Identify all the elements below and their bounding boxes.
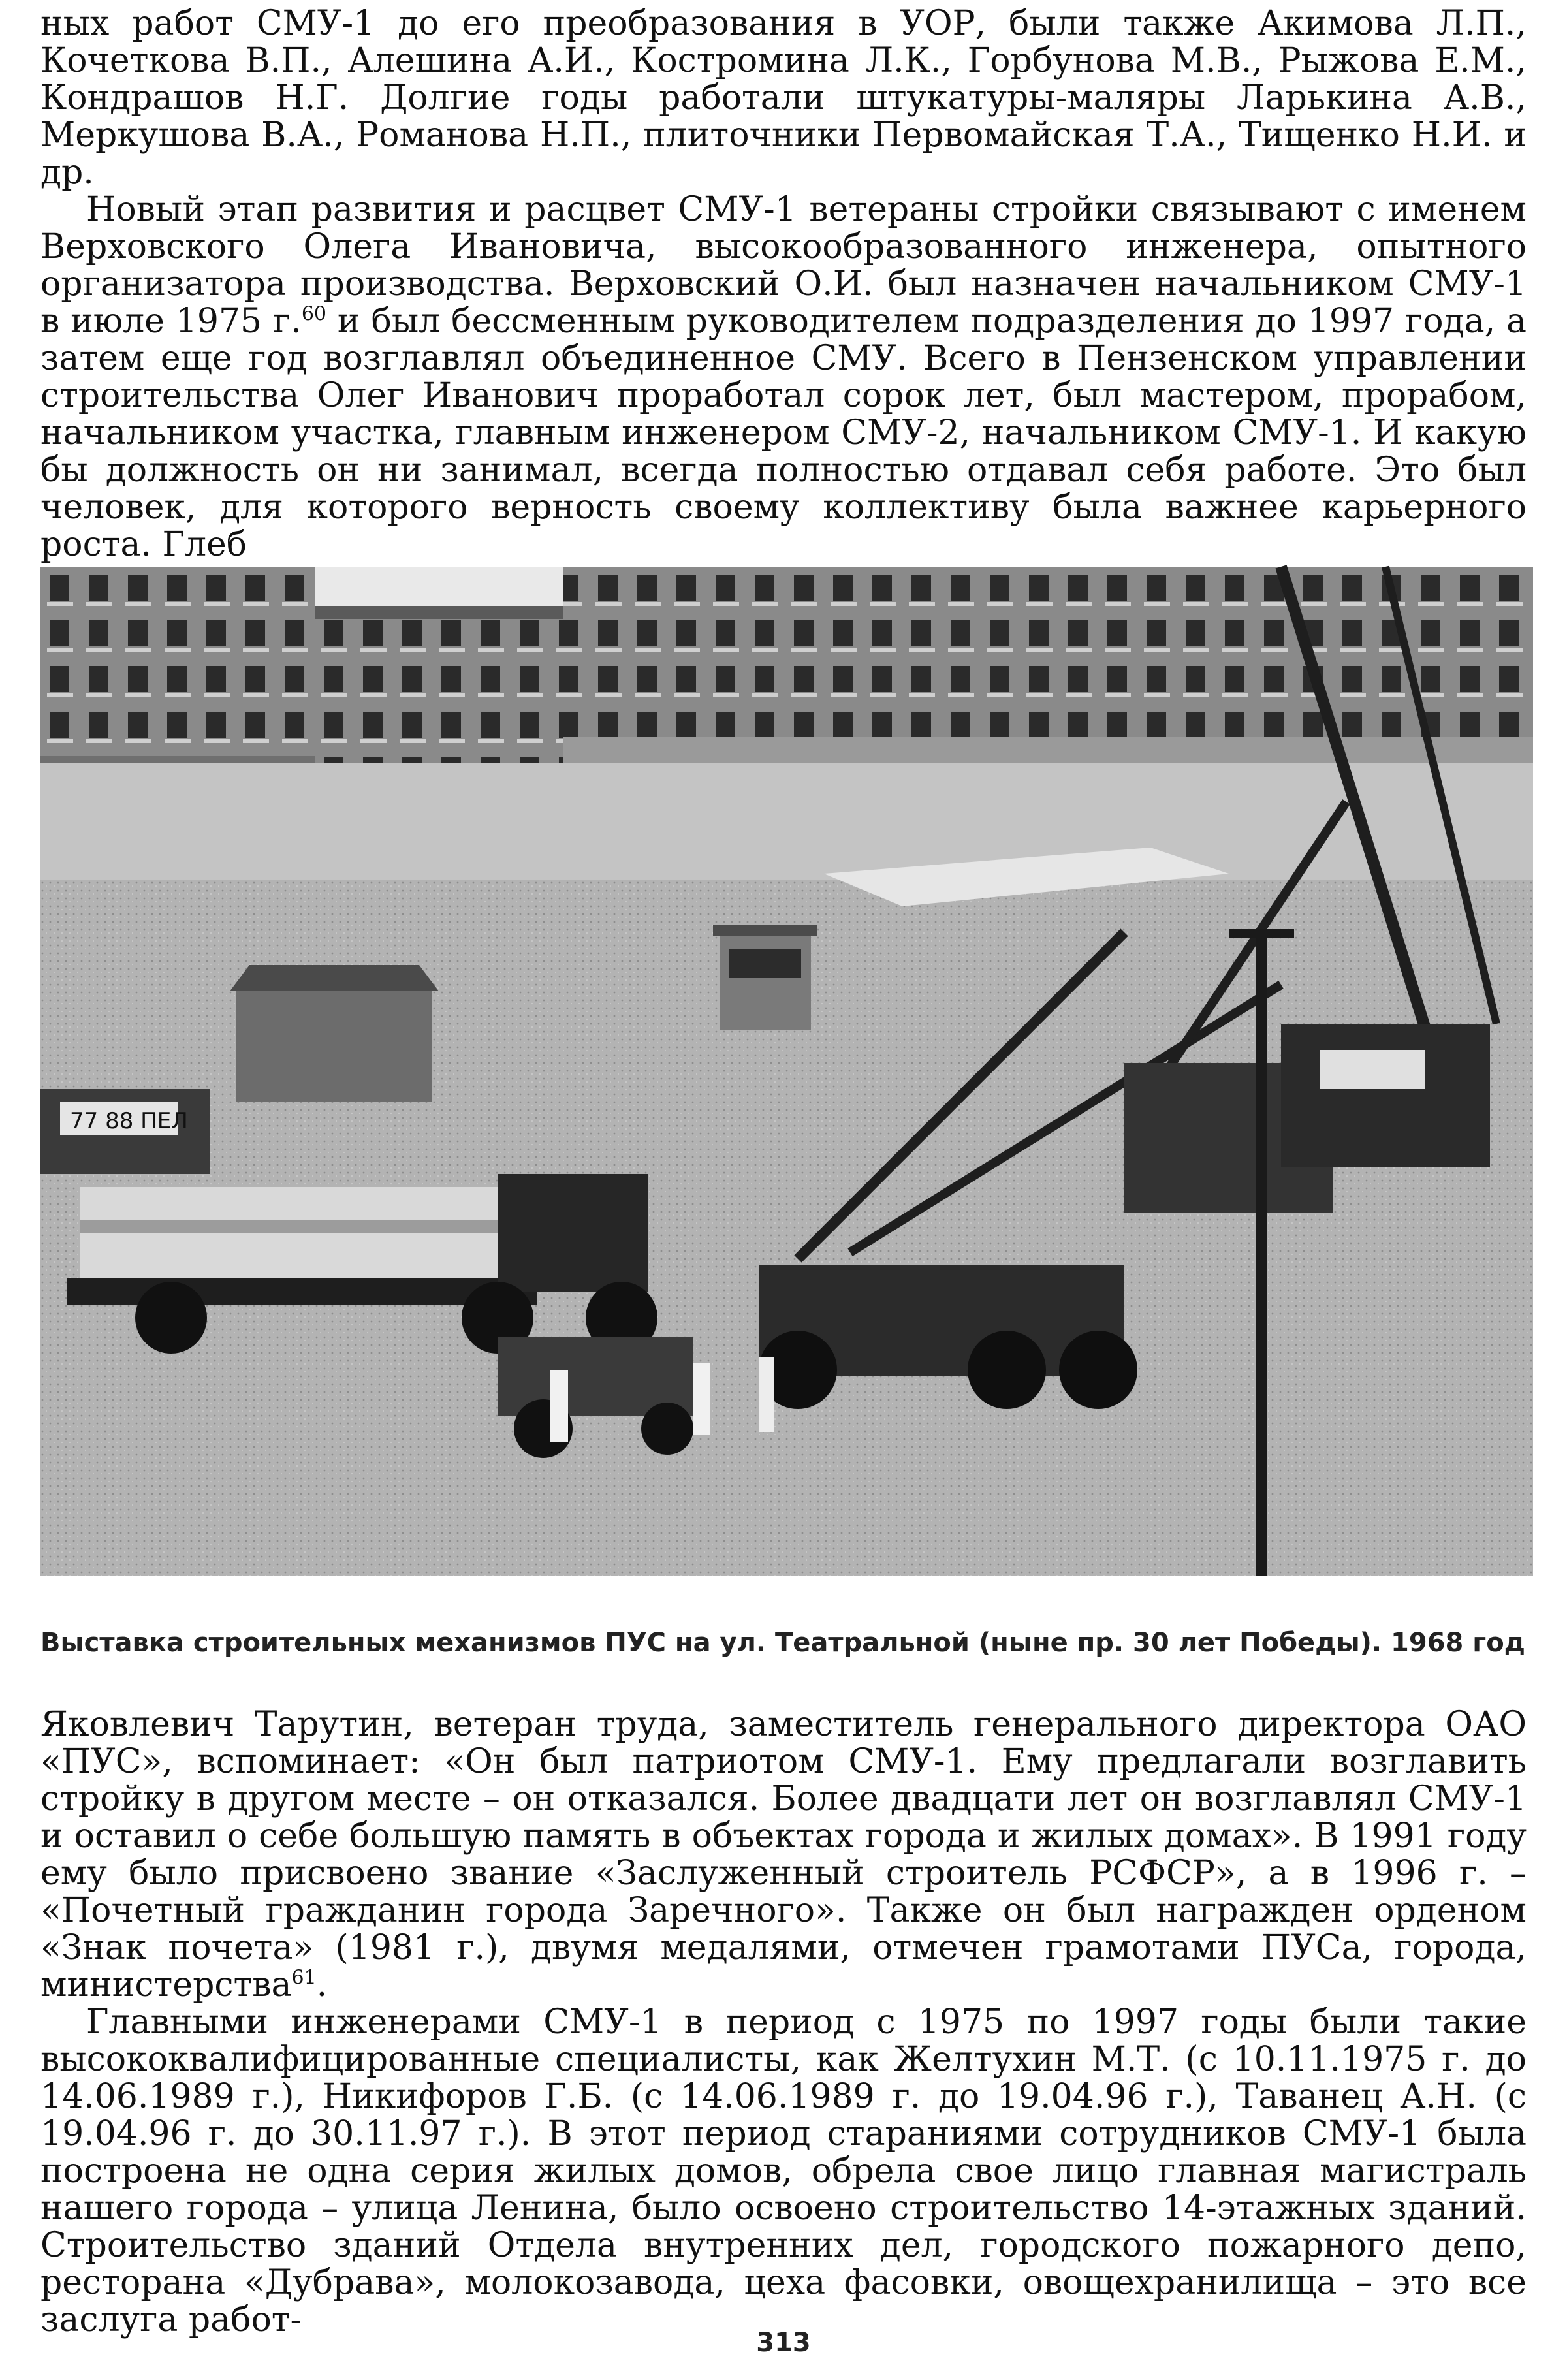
archive-photo	[40, 567, 1533, 1576]
exhibition-photo-illustration	[40, 567, 1533, 1576]
bottom-text-block	[40, 1705, 1527, 2340]
photo-caption: Выставка строительных механизмов ПУС на ул. Театральной (ныне пр. 30 лет Победы). 1968 год	[40, 1628, 1525, 1658]
paragraph	[40, 191, 1527, 563]
truck-plate: 77 88 ПЕЛ	[70, 1108, 188, 1134]
footnote-ref[interactable]: 60	[301, 302, 326, 326]
paragraph-text: и был бессменным руководителем подразделения до 1997 года, а затем еще год возглавлял объединенное СМУ. Всего в Пензенском управлении строительства Олег Иванович проработал сорок лет, был мастером, прорабом, начальником участка, главным инженером СМУ-2, начальником СМУ-1. И какую бы должность он ни занимал, всегда полностью отдавал себя работе. Это был человек, для которого верность своему коллективу была важнее карьерного роста. Глеб	[40, 302, 1527, 564]
page-number: 313	[756, 2328, 811, 2358]
top-text-block	[40, 4, 1527, 564]
paragraph: ных работ СМУ-1 до его преобразования в УОР, были также Акимова Л.П., Кочеткова В.П., Алешина А.И., Костромина Л.К., Горбунова М.В., Рыжова Е.М., Кондрашов Н.Г. Долгие годы работали штукатуры-маляры Ларькина А.В., Меркушова В.А., Романова Н.П., плиточники Первомайская Т.А., Тищенко Н.И. и др.	[40, 4, 1527, 192]
footnote-ref[interactable]: 61	[291, 1966, 317, 1990]
paragraph: Главными инженерами СМУ-1 в период с 1975 по 1997 годы были такие высококвалифицированные специалисты, как Желтухин М.Т. (с 10.11.1975 г. до 14.06.1989 г.), Никифоров Г.Б. (с 14.06.1989 г. до 19.04.96 г.), Таванец А.Н. (с 19.04.96 г. до 30.11.97 г.). В этот период стараниями сотрудников СМУ-1 была построена не одна серия жилых домов, обрела свое лицо главная магистраль нашего города – улица Ленина, было освоено строительство 14-этажных зданий. Строительство зданий Отдела внутренних дел, городского пожарного депо, ресторана «Дубрава», молокозавода, цеха фасовки, овощехранилища – это все заслуга работ-	[40, 2003, 1527, 2340]
paragraph	[40, 1706, 1527, 2004]
paragraph-text: .	[316, 1965, 328, 2005]
paragraph-text: Яковлевич Тарутин, ветеран труда, заместитель генерального директора ОАО «ПУС», вспоминает: «Он был патриотом СМУ-1. Ему предлагали возглавить стройку в другом месте – он отказался. Более двадцати лет он возглавлял СМУ-1 и оставил о себе большую память в объектах города и жилых домах». В 1991 году ему было присвоено звание «Заслуженный строитель РСФСР», а в 1996 г. – «Почетный гражданин города Заречного». Также он был награжден орденом «Знак почета» (1981 г.), двумя медалями, отмечен грамотами ПУСа, города, министерства	[40, 1705, 1527, 2005]
paragraph-text: Новый этап развития и расцвет СМУ-1 ветераны стройки связывают с именем Верховского Олега Ивановича, высокообразованного инженера, опытного организатора производства. Верховский О.И. был назначен начальником СМУ-1 в июле 1975 г.	[40, 190, 1527, 341]
